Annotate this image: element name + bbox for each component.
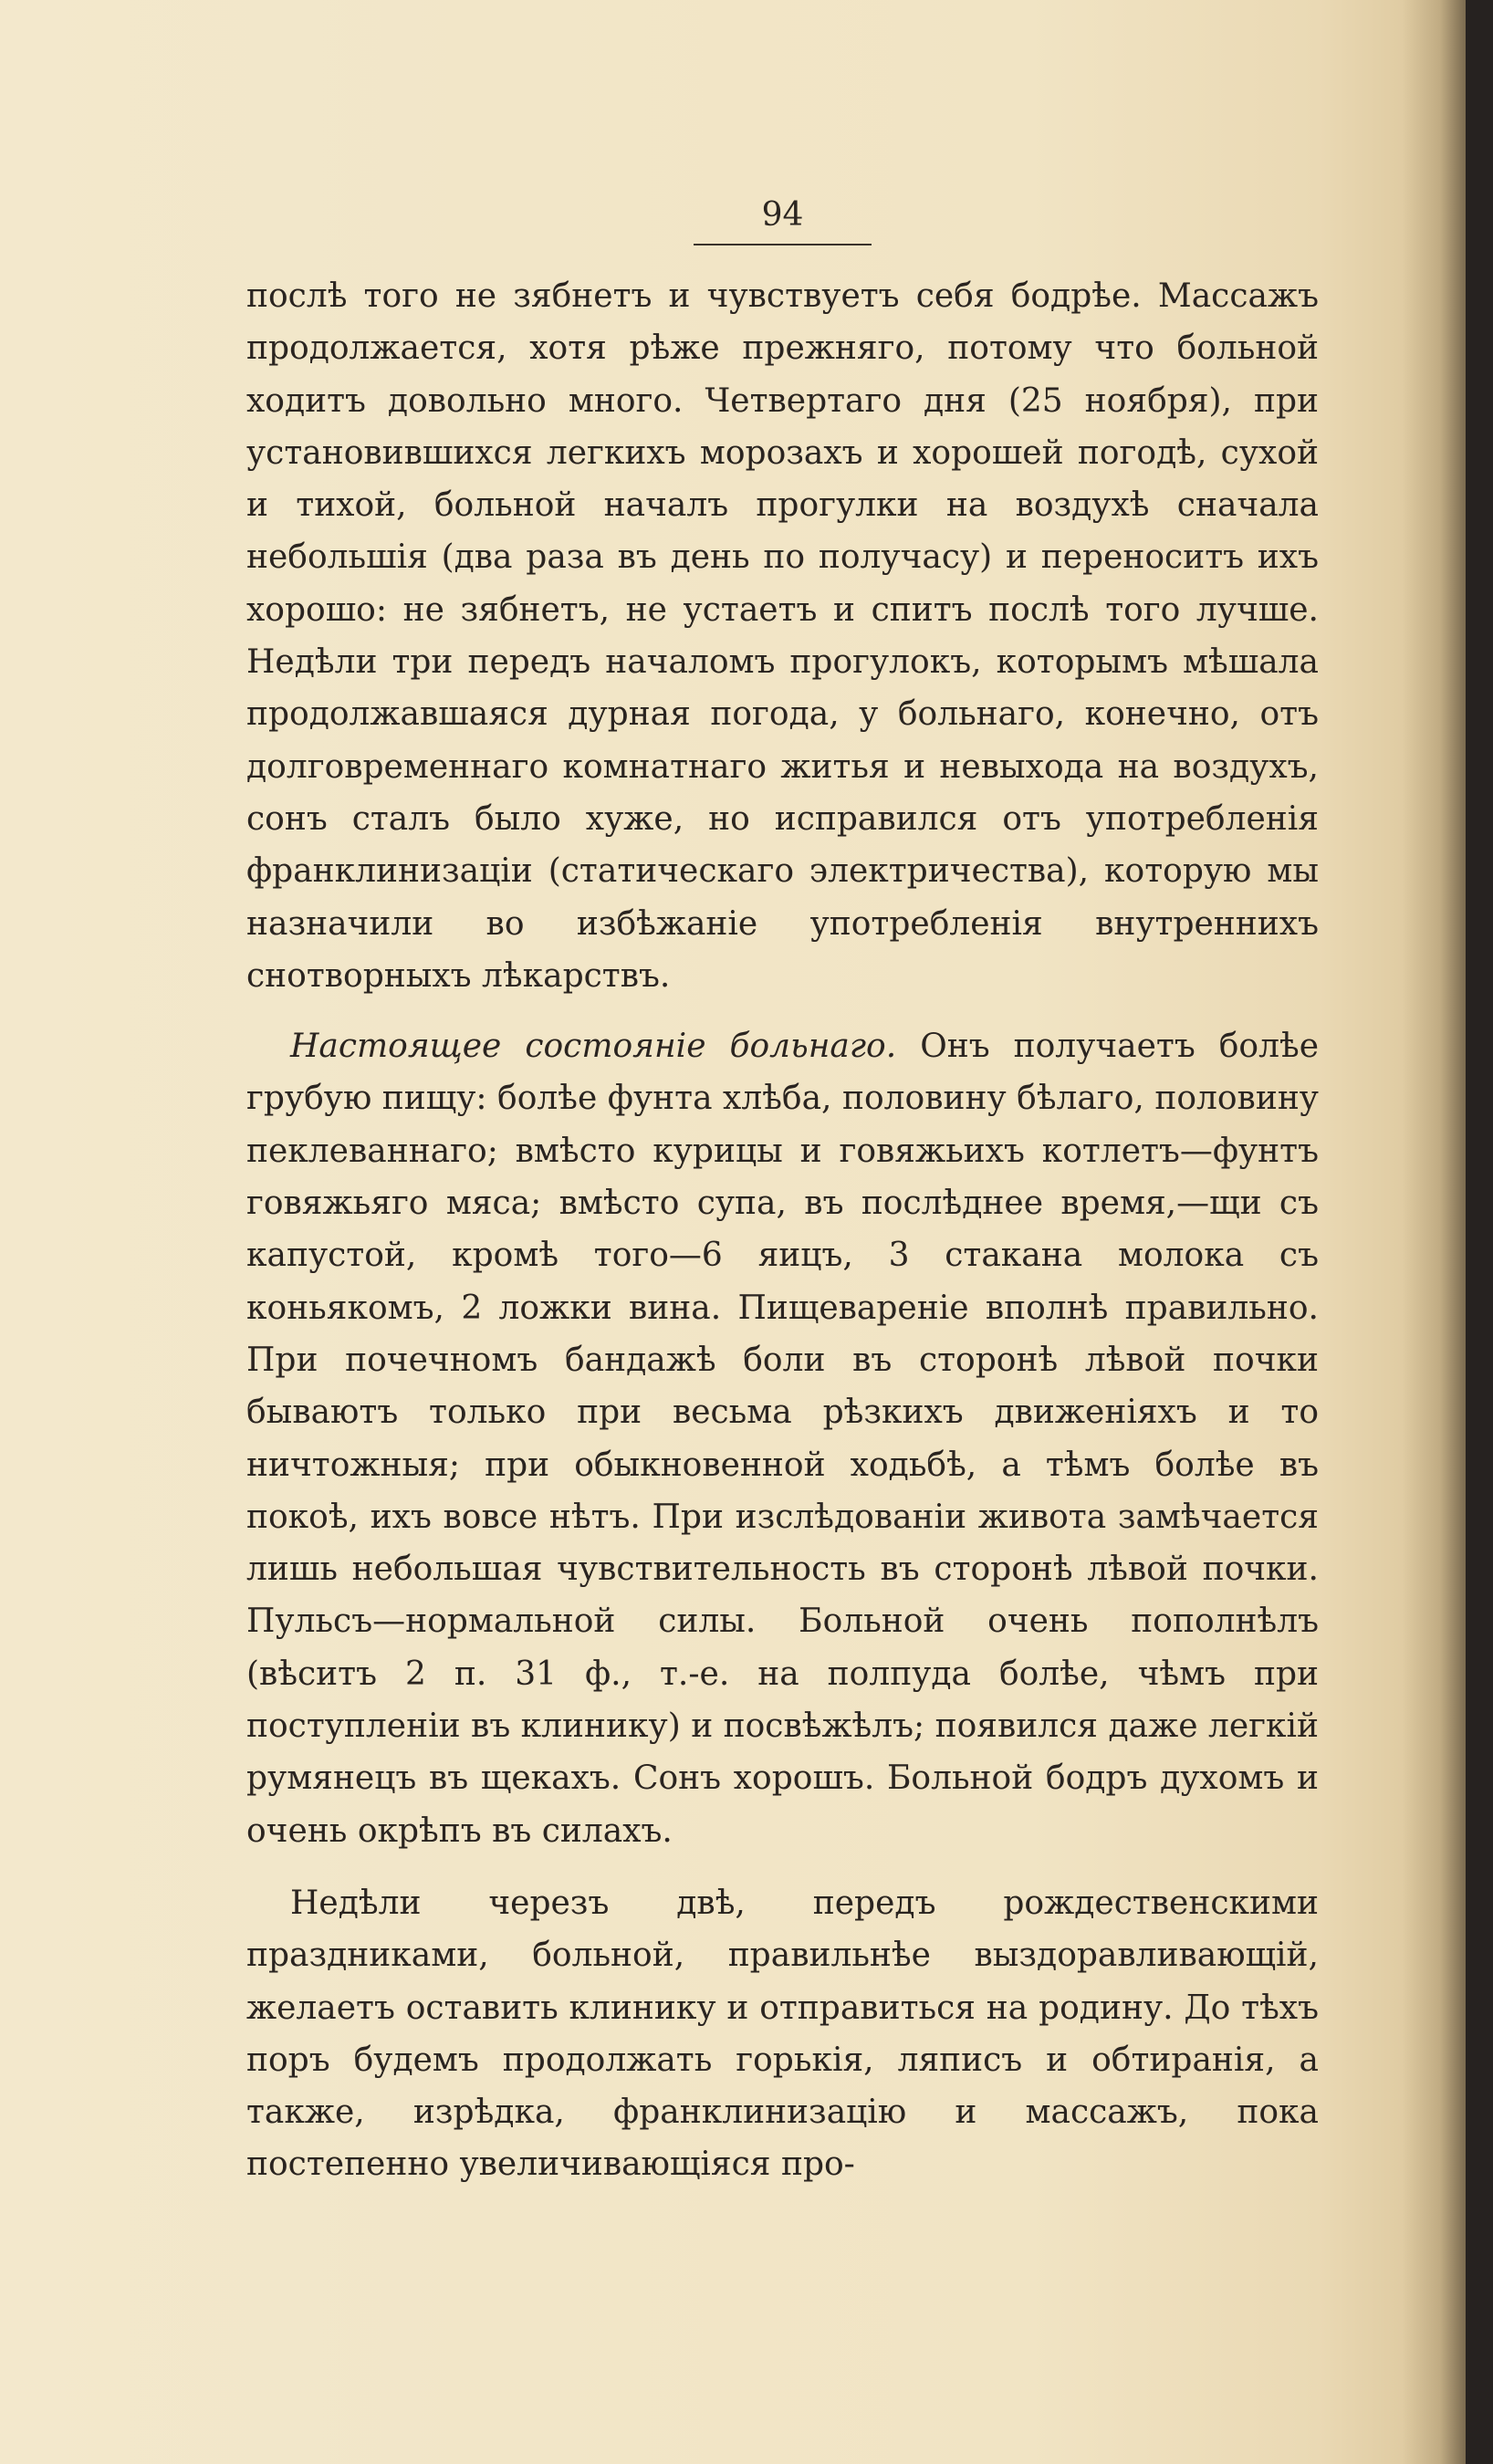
section-heading: Настоящее состояніе больнаго. bbox=[290, 1028, 897, 1066]
paragraph-2-text: Онъ получаетъ болѣе грубую пищу: болѣе фунта хлѣба, половину бѣлаго, половину пеклеваннаго; вмѣсто курицы и говяжьихъ котлетъ—фунтъ говяжьяго мяса; вмѣсто супа, въ послѣднее время,—щи съ капустой, кромѣ того—6 яицъ, 3 стакана молока съ коньякомъ, 2 ложки вина. Пищевареніе вполнѣ правильно. При почечномъ бандажѣ боли въ сторонѣ лѣвой почки бываютъ только при весьма рѣзкихъ движеніяхъ и то ничтожныя; при обыкновенной ходьбѣ, а тѣмъ болѣе въ покоѣ, ихъ вовсе нѣтъ. При изслѣдованіи живота замѣчается лишь небольшая чувствительность въ сторонѣ лѣвой почки. Пульсъ—нормальной силы. Больной очень пополнѣлъ (вѣситъ 2 п. 31 ф., т.-е. на полпуда болѣе, чѣмъ при поступленіи въ клинику) и посвѣжѣлъ; появился даже легкій румянецъ въ щекахъ. Сонъ хорошъ. Больной бодръ духомъ и очень окрѣпъ въ силахъ. bbox=[246, 1028, 1319, 1850]
paragraph-1: послѣ того не зябнетъ и чувствуетъ себя бодрѣе. Массажъ продолжается, хотя рѣже прежняго, потому что больной ходитъ довольно много. Четвертаго дня (25 ноября), при установившихся легкихъ морозахъ и хорошей погодѣ, сухой и тихой, больной началъ прогулки на воздухѣ сначала небольшія (два раза въ день по получасу) и переноситъ ихъ хорошо: не зябнетъ, не устаетъ и спитъ послѣ того лучше. Недѣли три передъ началомъ прогулокъ, которымъ мѣшала продолжавшаяся дурная погода, у больнаго, конечно, отъ долговременнаго комнатнаго житья и невыхода на воздухъ, сонъ сталъ было хуже, но исправился отъ употребленія франклинизаціи (статическаго электричества), которую мы назначили во избѣжаніе употребленія внутреннихъ снотворныхъ лѣкарствъ. bbox=[246, 277, 1319, 995]
paragraph-3: Недѣли черезъ двѣ, передъ рождественскими праздниками, больной, правильнѣе выздоравливающій, желаетъ оставить клинику и отправиться на родину. До тѣхъ поръ будемъ продолжать горькія, ляписъ и обтиранія, а также, изрѣдка, франклинизацію и массажъ, пока постепенно увеличивающіяся про- bbox=[246, 1884, 1319, 2184]
body-text bbox=[246, 270, 1319, 2191]
page-number-rule bbox=[694, 244, 872, 245]
page-edge-shadow bbox=[1402, 0, 1466, 2464]
page-number: 94 bbox=[761, 196, 804, 234]
paragraph-2 bbox=[246, 1020, 1319, 1857]
